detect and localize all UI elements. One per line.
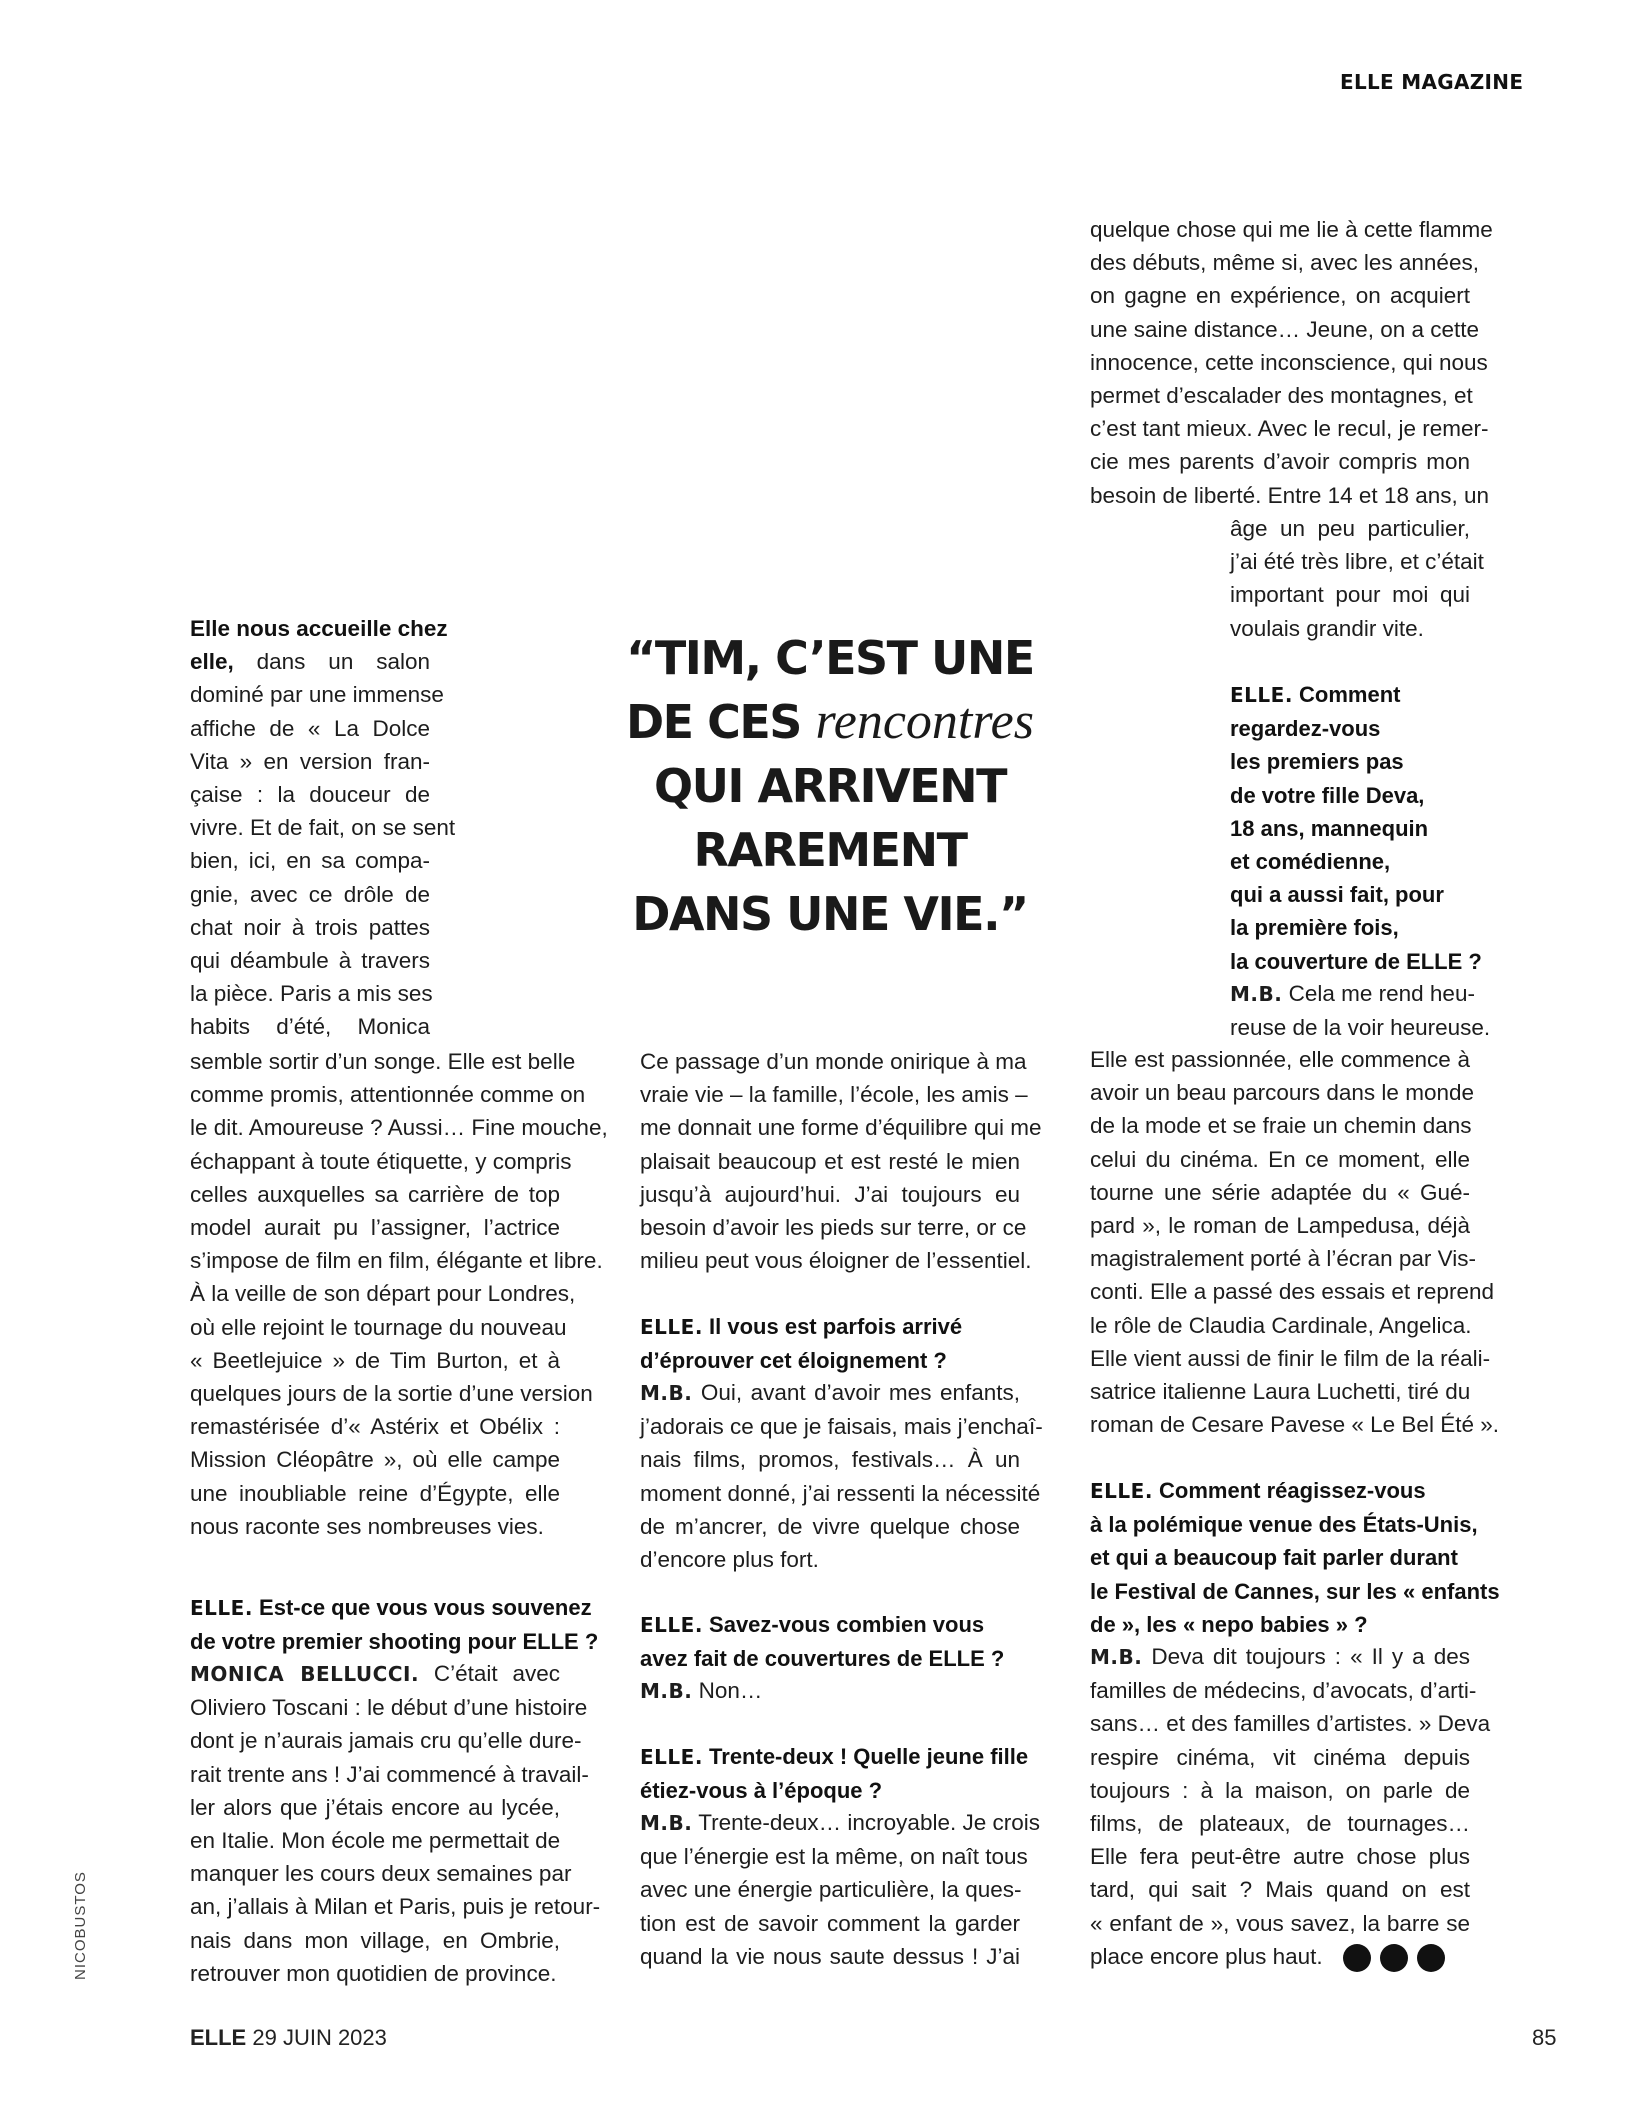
text-line: plaisait beaucoup et est resté le mien (640, 1148, 1020, 1174)
text-line (190, 878, 430, 911)
text-line: le dit. Amoureuse ? Aussi… Fine mouche, (190, 1115, 608, 1141)
question-text: le Festival de Cannes, sur les « enfants (1090, 1578, 1500, 1604)
text: affiche de « La Dolce (190, 715, 430, 741)
text-line: quelques jours de la sortie d’une version (190, 1381, 593, 1407)
question-line: la couverture de ELLE ? (1230, 948, 1482, 974)
text-line (190, 745, 430, 778)
text-line: quand la vie nous saute dessus ! J’ai (640, 1943, 1020, 1969)
speaker-tag: M.B. (1230, 982, 1283, 1006)
text-line: quelque chose qui me lie à cette flamme (1090, 217, 1493, 242)
question-line: qui a aussi fait, pour (1230, 882, 1444, 908)
text-line (190, 944, 430, 977)
question-text: Comment réagissez-vous (1152, 1478, 1426, 1503)
text-line: toujours : à la maison, on parle de (1090, 1777, 1470, 1803)
footer-date: 29 JUIN 2023 (252, 2025, 387, 2050)
question-line (1090, 1474, 1470, 1508)
text-line: magistralement porté à l’écran par Vis- (1090, 1246, 1477, 1272)
answer-line (1090, 1640, 1470, 1674)
text: bien, ici, en sa compa- (190, 848, 430, 874)
text-line: ler alors que j’étais encore au lycée, (190, 1794, 560, 1820)
text-line: c’est tant mieux. Avec le recul, je remer- (1090, 416, 1489, 442)
question-line (640, 1642, 1020, 1675)
text-line (190, 911, 430, 944)
speaker-tag: M.B. (640, 1679, 693, 1703)
text-line: nais dans mon village, en Ombrie, (190, 1927, 560, 1953)
text-line: innocence, cette inconscience, qui nous (1090, 349, 1488, 375)
text-line (1090, 1940, 1470, 1973)
question-text: Savez-vous combien vous (702, 1612, 985, 1637)
text-line: À la veille de son départ pour Londres, (190, 1281, 576, 1307)
pull-quote-italic: rencontres (815, 693, 1034, 750)
answer-5-start (1230, 977, 1491, 1044)
answer-text: Deva dit toujours : « Il y a des (1142, 1644, 1470, 1669)
answer-text: Oui, avant d’avoir mes enfants, (692, 1380, 1020, 1405)
answer-6 (1090, 1640, 1491, 1973)
question-text: Trente-deux ! Quelle jeune fille (702, 1744, 1029, 1769)
text-line: important pour moi qui (1230, 582, 1470, 608)
question-line (1230, 678, 1480, 712)
text-line (190, 645, 430, 678)
text-line: que l’énergie est la même, on naît tous (640, 1844, 1028, 1870)
text-line (190, 612, 448, 645)
text: gnie, avec ce drôle de (190, 881, 430, 907)
text-line: Elle fera peut-être autre chose plus (1090, 1844, 1470, 1870)
text-line: besoin d’avoir les pieds sur terre, or ce (640, 1215, 1027, 1241)
question-line: de votre fille Deva, (1230, 782, 1425, 808)
answer-text: C’était avec (419, 1661, 560, 1686)
text-line: tion est de savoir comment la garder (640, 1910, 1020, 1936)
question-text: Est-ce que vous vous souvenez (252, 1595, 592, 1620)
question-line: la première fois, (1230, 915, 1399, 941)
text-line: comme promis, attentionnée comme on (190, 1082, 586, 1108)
pull-quote-line: “TIM, C’EST UNE (626, 631, 1034, 685)
text-line (190, 678, 444, 711)
text-line: besoin de liberté. Entre 14 et 18 ans, un (1090, 482, 1490, 508)
text-line: celles auxquelles sa carrière de top (190, 1181, 560, 1207)
pull-quote-line: QUI ARRIVENT (653, 759, 1007, 813)
text-line: nous raconte ses nombreuses vies. (190, 1513, 544, 1539)
text-line: respire cinéma, vit cinéma depuis (1090, 1744, 1470, 1770)
answer-text: Non… (692, 1678, 763, 1703)
lead-in: elle, (190, 649, 234, 675)
question-line: et comédienne, (1230, 849, 1391, 875)
text: vivre. Et de fait, on se sent (190, 815, 456, 841)
text-line: manquer les cours deux semaines par (190, 1861, 572, 1887)
question-line: regardez-vous (1230, 716, 1381, 742)
question-text: Il vous est parfois arrivé (702, 1314, 963, 1339)
text: la pièce. Paris a mis ses (190, 981, 433, 1007)
text-line: satrice italienne Laura Luchetti, tiré du (1090, 1379, 1471, 1405)
question-line (640, 1774, 1020, 1807)
text-line: conti. Elle a passé des essais et reprend (1090, 1279, 1494, 1305)
question-line (640, 1740, 1029, 1774)
text-line: avec une énergie particulière, la ques- (640, 1877, 1022, 1903)
pull-quote-bold: DE CES (626, 695, 816, 749)
question-1 (190, 1591, 599, 1658)
text-line: permet d’escalader des montagnes, et (1090, 383, 1473, 409)
speaker-tag: M.B. (640, 1381, 693, 1405)
page-number: 85 (1532, 2025, 1557, 2050)
text-line: Oliviero Toscani : le début d’une histoire (190, 1695, 588, 1721)
answer-line (1230, 977, 1475, 1011)
text-line: moment donné, j’ai ressenti la nécessité (640, 1480, 1041, 1506)
question-line (190, 1591, 592, 1625)
column3-indented (1230, 512, 1484, 645)
text-line: cie mes parents d’avoir compris mon (1090, 449, 1470, 475)
answer-2 (640, 1376, 1043, 1576)
text-line: de la mode et se fraie un chemin dans (1090, 1113, 1472, 1139)
question-text: étiez-vous à l’époque ? (640, 1778, 883, 1804)
question-text: de », les « nepo babies » ? (1090, 1611, 1368, 1637)
answer-3 (640, 1674, 1020, 1708)
photo-credit: NICOBUSTOS (72, 1871, 89, 1980)
question-line (1090, 1575, 1500, 1608)
text-line (190, 977, 433, 1010)
text-line: avoir un beau parcours dans le monde (1090, 1080, 1474, 1106)
text-line: échappant à toute étiquette, y compris (190, 1148, 572, 1174)
text: Vita » en version fran- (190, 748, 430, 774)
question-line: 18 ans, mannequin (1230, 815, 1429, 841)
text-line: Elle est passionnée, elle commence à (1090, 1047, 1470, 1072)
dot-icon (1417, 1944, 1445, 1972)
answer-1 (190, 1657, 601, 1990)
text-line: pard », le roman de Lampedusa, déjà (1090, 1213, 1470, 1239)
question-text: Comment (1292, 682, 1401, 707)
text-line: tard, qui sait ? Mais quand on est (1090, 1877, 1470, 1903)
text: dans un salon (233, 649, 430, 675)
question-2 (640, 1310, 1020, 1377)
text-line: semble sortir d’un songe. Elle est belle (190, 1049, 576, 1074)
text: place encore plus haut. (1090, 1943, 1323, 1969)
text-line: rait trente ans ! J’ai commencé à travail- (190, 1761, 589, 1787)
question-line (190, 1625, 599, 1658)
question-line (1090, 1508, 1478, 1541)
text: çaise : la douceur de (190, 782, 430, 808)
text-line: voulais grandir vite. (1230, 615, 1424, 641)
question-line (1090, 1541, 1470, 1574)
speaker-tag: ELLE. (640, 1745, 703, 1769)
text-line: âge un peu particulier, (1230, 516, 1470, 541)
question-line: les premiers pas (1230, 749, 1404, 775)
text-line: model aurait pu l’assigner, l’actrice (190, 1215, 560, 1241)
text-line: des débuts, même si, avec les années, (1090, 250, 1479, 276)
magazine-header: ELLE MAGAZINE (1340, 70, 1524, 94)
question-3 (640, 1608, 1020, 1675)
question-text: avez fait de couvertures de ELLE ? (640, 1646, 1005, 1672)
text: habits d’été, Monica (190, 1014, 430, 1040)
question-line (640, 1310, 1020, 1344)
question-5 (1230, 678, 1480, 978)
answer-5 (1090, 1043, 1499, 1441)
text: qui déambule à travers (190, 948, 430, 974)
text-line: vraie vie – la famille, l’école, les amis – (640, 1082, 1028, 1108)
text-line: familles de médecins, d’avocats, d’arti- (1090, 1678, 1477, 1704)
text-line (190, 778, 430, 811)
text-line: où elle rejoint le tournage du nouveau (190, 1314, 567, 1340)
text-line: roman de Cesare Pavese « Le Bel Été ». (1090, 1412, 1499, 1438)
question-4 (640, 1740, 1029, 1807)
text-line: films, de plateaux, de tournages… (1090, 1811, 1470, 1837)
text-line: s’impose de film en film, élégante et libre. (190, 1248, 603, 1274)
question-text: d’éprouver cet éloignement ? (640, 1348, 947, 1374)
text-line: « Beetlejuice » de Tim Burton, et à (190, 1347, 560, 1373)
answer-line (640, 1376, 1020, 1410)
text-line (190, 712, 430, 745)
text: chat noir à trois pattes (190, 914, 430, 940)
column3-paragraph (1090, 213, 1493, 512)
footer-issue (190, 2025, 387, 2051)
text-line: j’adorais ce que je faisais, mais j’enchaî- (640, 1414, 1043, 1440)
end-of-article-dots-icon (1343, 1944, 1445, 1972)
question-text: à la polémique venue des États-Unis, (1090, 1512, 1478, 1538)
text-line (190, 1010, 430, 1043)
question-line (640, 1608, 1020, 1642)
text-line: le rôle de Claudia Cardinale, Angelica. (1090, 1312, 1472, 1338)
question-line (1090, 1608, 1470, 1641)
pull-quote (600, 626, 1060, 946)
speaker-tag: ELLE. (640, 1613, 703, 1637)
answer-line (640, 1674, 1020, 1708)
text-line (190, 844, 430, 877)
lead-in: Elle nous accueille chez (190, 616, 448, 641)
text-line: on gagne en expérience, on acquiert (1090, 283, 1470, 309)
speaker-tag: M.B. (640, 1811, 693, 1835)
footer-brand: ELLE (190, 2025, 247, 2050)
text-line: Mission Cléopâtre », où elle campe (190, 1447, 560, 1473)
pull-quote-line: RAREMENT (693, 823, 967, 877)
text-line: dont je n’aurais jamais cru qu’elle dure- (190, 1728, 582, 1754)
text-line: une saine distance… Jeune, on a cette (1090, 316, 1480, 342)
intro-continuation (190, 1045, 608, 1543)
text-line: sans… et des familles d’artistes. » Deva (1090, 1711, 1491, 1737)
intro-paragraph (190, 612, 456, 1044)
column2-paragraph (640, 1045, 1042, 1277)
answer-line (190, 1657, 560, 1691)
text-line: reuse de la voir heureuse. (1230, 1015, 1491, 1041)
text-line (190, 811, 456, 844)
text-line: remastérisée d’« Astérix et Obélix : (190, 1414, 560, 1440)
speaker-tag: ELLE. (1090, 1479, 1153, 1503)
text-line: me donnait une forme d’équilibre qui me (640, 1115, 1042, 1141)
text-line: Ce passage d’un monde onirique à ma (640, 1049, 1027, 1074)
answer-text: Trente-deux… incroyable. Je crois (692, 1810, 1040, 1835)
pull-quote-line: DANS UNE VIE.” (632, 887, 1028, 941)
speaker-tag: ELLE. (190, 1596, 253, 1620)
dot-icon (1380, 1944, 1408, 1972)
text-line: retrouver mon quotidien de province. (190, 1960, 557, 1986)
answer-text: Cela me rend heu- (1282, 981, 1475, 1006)
text-line: an, j’allais à Milan et Paris, puis je retour- (190, 1894, 601, 1920)
answer-4 (640, 1806, 1040, 1973)
question-text: et qui a beaucoup fait parler durant (1090, 1545, 1458, 1571)
text-line: d’encore plus fort. (640, 1547, 819, 1573)
text-line: Elle vient aussi de finir le film de la réali- (1090, 1345, 1491, 1371)
text-line: celui du cinéma. En ce moment, elle (1090, 1146, 1470, 1172)
text-line: nais films, promos, festivals… À un (640, 1447, 1020, 1473)
text-line: en Italie. Mon école me permettait de (190, 1828, 561, 1854)
text-line: de m’ancrer, de vivre quelque chose (640, 1513, 1020, 1539)
question-6 (1090, 1474, 1500, 1641)
text-line: milieu peut vous éloigner de l’essentiel. (640, 1248, 1032, 1274)
text-line: tourne une série adaptée du « Gué- (1090, 1179, 1470, 1205)
text-line: « enfant de », vous savez, la barre se (1090, 1910, 1470, 1936)
pull-quote-line (600, 690, 1060, 754)
text: dominé par une immense (190, 682, 444, 708)
text-line: jusqu’à aujourd’hui. J’ai toujours eu (640, 1181, 1020, 1207)
text-line: une inoubliable reine d’Égypte, elle (190, 1480, 560, 1506)
speaker-tag: ELLE. (640, 1315, 703, 1339)
text-line: j’ai été très libre, et c’était (1230, 549, 1484, 575)
answer-line (640, 1806, 1040, 1840)
speaker-tag: ELLE. (1230, 683, 1293, 707)
question-line (640, 1344, 1020, 1377)
speaker-tag: M.B. (1090, 1645, 1143, 1669)
dot-icon (1343, 1944, 1371, 1972)
speaker-tag: MONICA BELLUCCI. (190, 1662, 420, 1686)
question-text: de votre premier shooting pour ELLE ? (190, 1629, 599, 1655)
